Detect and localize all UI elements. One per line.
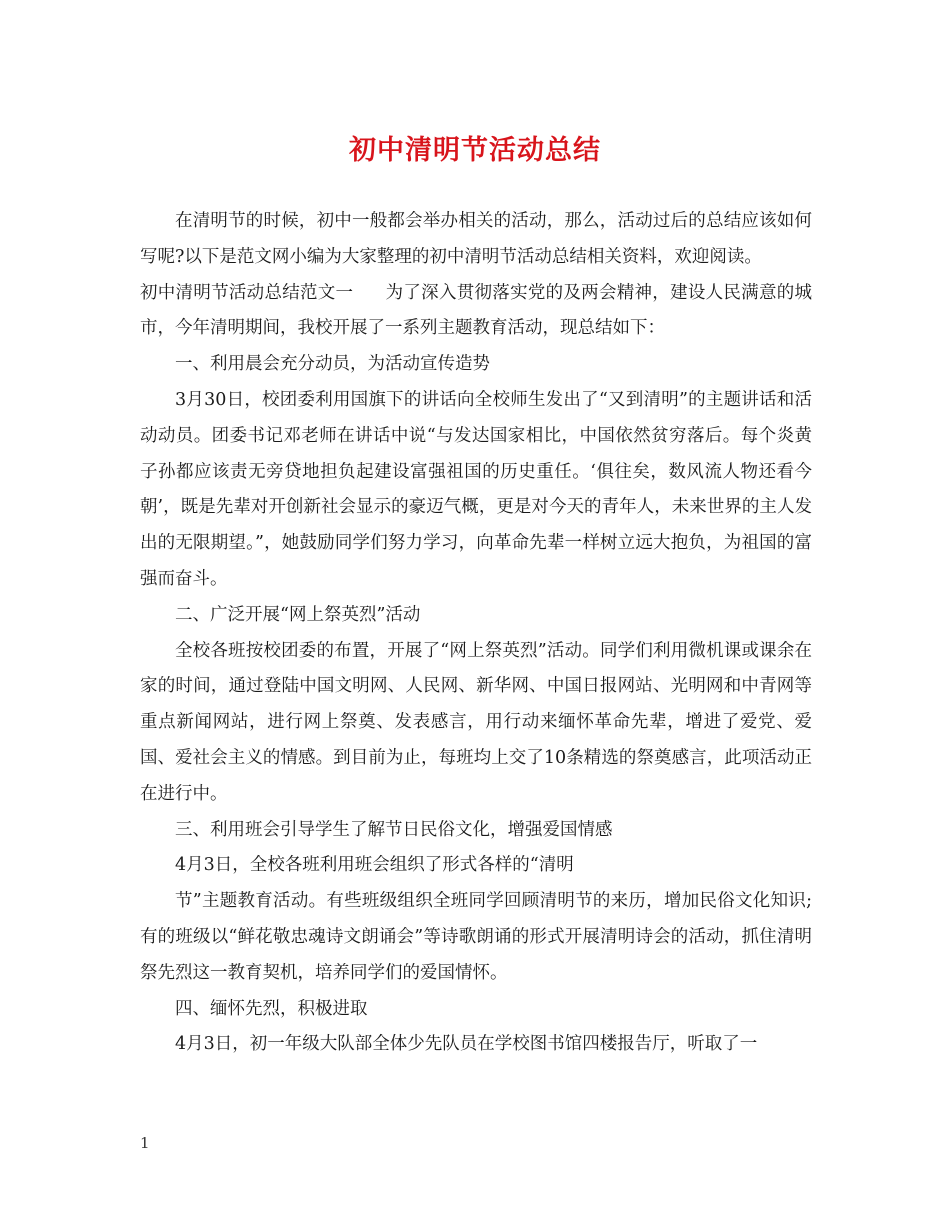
sample-heading: 初中清明节活动总结范文一 bbox=[140, 282, 354, 303]
section-heading-2: 二、广泛开展“网上祭英烈”活动 bbox=[175, 604, 421, 625]
section-body-3-rest: 节”主题教育活动。有些班级组织全班同学回顾清明节的来历，增加民俗文化知识;有的班级以“鲜花敬忠魂诗文朗诵会”等诗歌朗诵的形式开展清明诗会的活动，抓住清明祭先烈这一教育契机，培养同学们的爱国情怀。 bbox=[140, 891, 812, 983]
section-body-4: 4月3日，初一年级大队部全体少先队员在学校图书馆四楼报告厅，听取了一 bbox=[175, 1034, 758, 1055]
document-body bbox=[140, 204, 812, 1063]
section-heading-4: 四、缅怀先烈，积极进取 bbox=[175, 998, 368, 1019]
sample-opening: 为了深入贯彻落实党的及两会精神，建设人民满意的城市，今年清明期间，我校开展了一系列主题教育活动，现总结如下： bbox=[140, 282, 813, 339]
intro-paragraph: 在清明节的时候，初中一般都会举办相关的活动，那么，活动过后的总结应该如何写呢?以下是范文网小编为大家整理的初中清明节活动总结相关资料，欢迎阅读。 bbox=[140, 211, 812, 267]
sample-paragraph bbox=[140, 276, 812, 348]
section-body-2: 全校各班按校团委的布置，开展了“网上祭英烈”活动。同学们利用微机课或课余在家的时间，通过登陆中国文明网、人民网、新华网、中国日报网站、光明网和中青网等重点新闻网站，进行网上祭奠、发表感言，用行动来缅怀革命先辈，增进了爱党、爱国、爱社会主义的情感。到目前为止，每班均上交了10条精选的祭奠感言，此项活动正在进行中。 bbox=[140, 640, 812, 804]
section-heading-1: 一、利用晨会充分动员，为活动宣传造势 bbox=[175, 354, 490, 375]
section-heading-3: 三、利用班会引导学生了解节日民俗文化，增强爱国情感 bbox=[175, 819, 613, 840]
document-title: 初中清明节活动总结 bbox=[349, 135, 601, 166]
page-number: 1 bbox=[140, 1134, 150, 1152]
section-body-1: 3月30日，校团委利用国旗下的讲话向全校师生发出了“又到清明”的主题讲话和活动动员。团委书记邓老师在讲话中说“与发达国家相比，中国依然贫穷落后。每个炎黄子孙都应该责无旁贷地担负起建设富强祖国的历史重任。‘俱往矣，数风流人物还看今朝’，既是先辈对开创新社会显示的豪迈气概，更是对今天的青年人，未来世界的主人发出的无限期望。”，她鼓励同学们努力学习，向革命先辈一样树立远大抱负，为祖国的富强而奋斗。 bbox=[140, 389, 812, 589]
section-body-3-line1: 4月3日，全校各班利用班会组织了形式各样的“清明 bbox=[175, 855, 574, 876]
